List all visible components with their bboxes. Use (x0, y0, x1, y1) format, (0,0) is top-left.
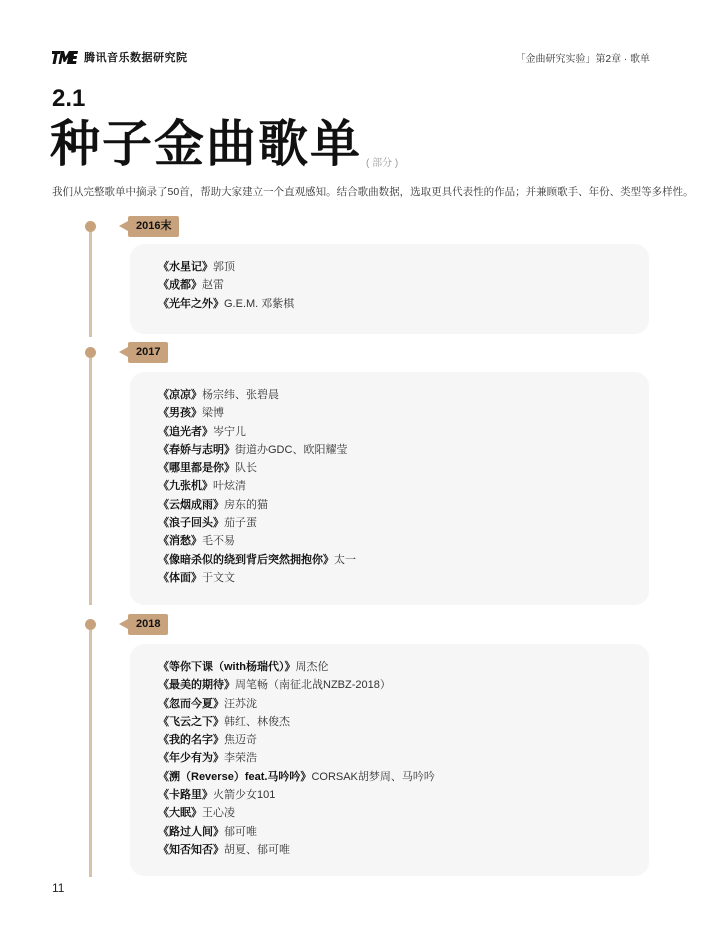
song-artist: 岑宁儿 (213, 425, 246, 438)
song-title: 《云烟成雨》 (158, 498, 224, 511)
song-item (158, 496, 649, 514)
song-item (158, 532, 649, 550)
song-item (158, 295, 649, 313)
song-item (158, 276, 649, 294)
song-title: 《忽而今夏》 (158, 697, 224, 710)
song-title: 《等你下课（with杨瑞代）》 (158, 661, 296, 673)
song-title: 《飞云之下》 (158, 715, 224, 728)
song-item (158, 676, 649, 694)
year-tag-2016: 2016末 (128, 216, 179, 237)
song-artist: 郭顶 (213, 261, 235, 273)
song-item (158, 514, 649, 532)
song-artist: G.E.M. 邓紫棋 (224, 297, 295, 310)
song-item (158, 695, 649, 713)
song-artist: 梁博 (202, 407, 224, 420)
song-artist: 周笔畅（南征北战NZBZ-2018） (235, 679, 391, 692)
song-item (158, 386, 649, 404)
song-artist: 周杰伦 (295, 661, 329, 673)
intro-text: 我们从完整歌单中摘录了50首，帮助大家建立一个直观感知。结合歌曲数据，选取更具代表性的作品；并兼顾歌手、年份、类型等多样性。 (52, 186, 694, 198)
song-artist: 赵雷 (202, 279, 224, 292)
song-artist: 杨宗纬、张碧晨 (202, 389, 279, 401)
song-title: 《消愁》 (158, 535, 202, 548)
song-title: 《溯（Reverse）feat.马吟吟》 (158, 770, 312, 783)
song-title: 《哪里都是你》 (158, 462, 235, 475)
song-card-2018 (130, 644, 649, 876)
song-title: 《大眠》 (158, 807, 202, 820)
chapter-label: 「金曲研究实验」第2章 · 歌单 (515, 54, 650, 65)
song-artist: 火箭少女101 (213, 789, 276, 802)
song-title: 《水星记》 (158, 261, 213, 273)
section-number: 2.1 (52, 85, 86, 112)
timeline-dot (85, 619, 96, 630)
song-item (158, 713, 649, 731)
song-title: 《凉凉》 (158, 389, 202, 401)
song-artist: 太一 (334, 553, 356, 566)
year-tag-2017: 2017 (128, 342, 168, 363)
song-title: 《春娇与志明》 (158, 443, 235, 456)
title-suffix: ( 部分 ) (366, 158, 399, 169)
song-title: 《九张机》 (158, 480, 213, 493)
header-logo (52, 49, 188, 65)
year-tag-2018: 2018 (128, 614, 168, 635)
song-artist: 叶炫清 (213, 480, 246, 493)
song-item (158, 569, 649, 587)
song-artist: 茄子蛋 (224, 517, 257, 530)
song-item (158, 786, 649, 804)
song-artist: CORSAK胡梦周、马吟吟 (311, 770, 435, 783)
timeline-segment (89, 358, 92, 605)
song-item (158, 551, 649, 569)
song-item (158, 658, 649, 676)
song-title: 《卡路里》 (158, 789, 213, 802)
song-item (158, 423, 649, 441)
song-title: 《体面》 (158, 571, 202, 584)
song-title: 《路过人间》 (158, 825, 224, 838)
page-title: 种子金曲歌单 (50, 116, 362, 172)
song-artist: 房东的猫 (224, 498, 268, 511)
song-item (158, 441, 649, 459)
song-artist: 汪苏泷 (224, 697, 257, 710)
song-title: 《男孩》 (158, 407, 202, 420)
timeline-dot (85, 347, 96, 358)
song-artist: 李荣浩 (224, 752, 257, 765)
timeline-segment (89, 630, 92, 877)
song-title: 《年少有为》 (158, 752, 224, 765)
song-item (158, 477, 649, 495)
song-card-2017 (130, 372, 649, 605)
song-item (158, 459, 649, 477)
song-artist: 韩红、林俊杰 (224, 715, 290, 728)
song-title: 《我的名字》 (158, 734, 224, 747)
page-number: 11 (52, 881, 65, 895)
song-artist: 郁可唯 (224, 825, 257, 838)
song-artist: 于文文 (202, 571, 235, 584)
song-artist: 王心凌 (202, 807, 235, 820)
song-title: 《光年之外》 (158, 297, 224, 310)
song-artist: 队长 (235, 462, 257, 475)
timeline-segment (89, 232, 92, 337)
song-artist: 焦迈奇 (224, 734, 257, 747)
tme-logo-icon (52, 51, 78, 64)
song-item (158, 804, 649, 822)
song-item (158, 731, 649, 749)
song-item (158, 404, 649, 422)
song-title: 《追光者》 (158, 425, 213, 438)
org-name: 腾讯音乐数据研究院 (84, 52, 188, 64)
song-title: 《浪子回头》 (158, 517, 224, 530)
song-item (158, 749, 649, 767)
song-item (158, 768, 649, 786)
timeline-dot (85, 221, 96, 232)
song-title: 《最美的期待》 (158, 679, 235, 692)
song-artist: 胡夏、郁可唯 (224, 843, 290, 856)
song-item (158, 823, 649, 841)
song-title: 《知否知否》 (158, 843, 224, 856)
song-title: 《成都》 (158, 279, 202, 292)
song-item (158, 258, 649, 276)
song-artist: 街道办GDC、欧阳耀莹 (235, 443, 348, 456)
song-item (158, 841, 649, 859)
song-title: 《像暗杀似的绕到背后突然拥抱你》 (158, 553, 334, 566)
song-artist: 毛不易 (202, 535, 235, 548)
song-card-2016 (130, 244, 649, 334)
